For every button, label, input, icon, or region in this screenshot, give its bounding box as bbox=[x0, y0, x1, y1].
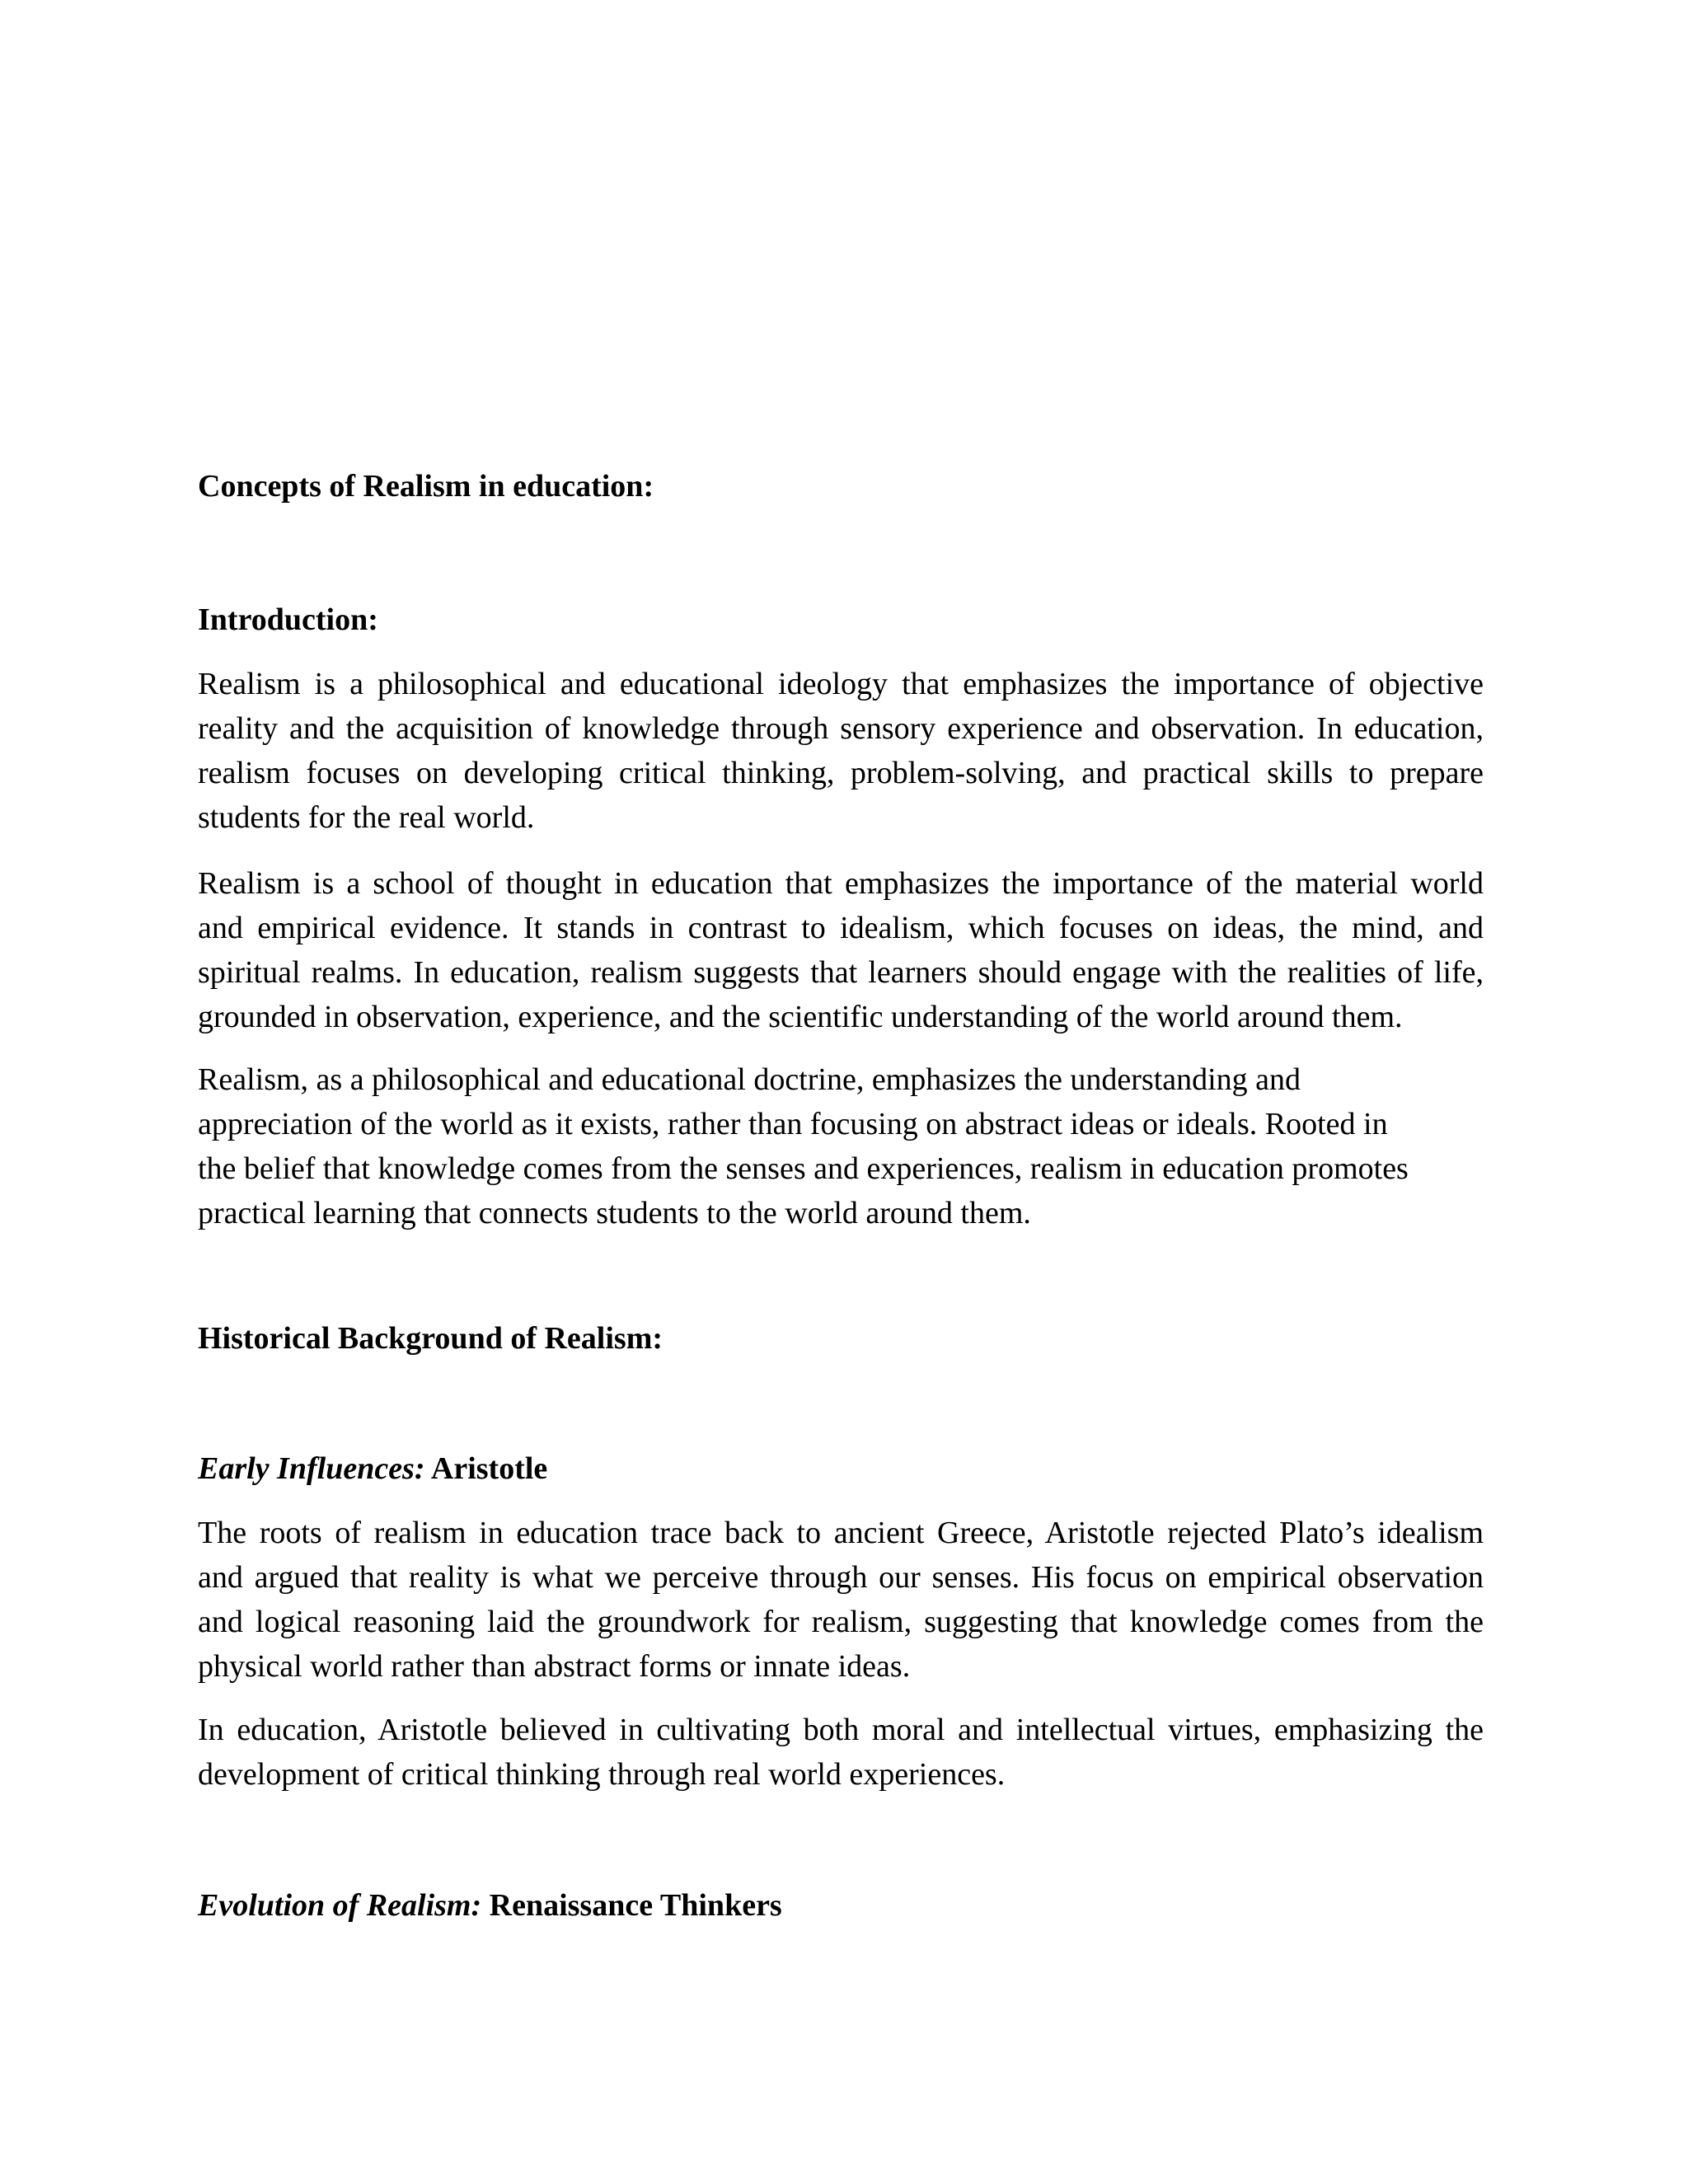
early-paragraph-2 bbox=[198, 1708, 1484, 1797]
document-title: Concepts of Realism in education: bbox=[198, 469, 654, 504]
text-line: Realism, as a philosophical and educational doctrine, emphasizes the understanding and bbox=[198, 1062, 1301, 1097]
text-line: Realism is a school of thought in education that emphasizes the importance of the material world bbox=[198, 866, 1484, 901]
evolution-topic: Renaissance Thinkers bbox=[489, 1888, 782, 1923]
text-line: and logical reasoning laid the groundwork for realism, suggesting that knowledge comes from the bbox=[198, 1605, 1484, 1639]
text-line: grounded in observation, experience, and the scientific understanding of the world around them. bbox=[198, 1000, 1403, 1034]
intro-paragraph-1 bbox=[198, 662, 1484, 840]
introduction-heading: Introduction: bbox=[198, 602, 378, 637]
intro-paragraph-3 bbox=[198, 1057, 1484, 1235]
text-line: development of critical thinking through real world experiences. bbox=[198, 1757, 1006, 1792]
historical-background-heading: Historical Background of Realism: bbox=[198, 1321, 663, 1356]
text-line: appreciation of the world as it exists, rather than focusing on abstract ideas or ideals. Rooted in bbox=[198, 1107, 1388, 1141]
text-line: and empirical evidence. It stands in contrast to idealism, which focuses on ideas, the mind, and bbox=[198, 911, 1484, 945]
evolution-label: Evolution of Realism: bbox=[198, 1888, 482, 1923]
early-influences-subheading bbox=[198, 1446, 1484, 1491]
text-line: reality and the acquisition of knowledge through sensory experience and observation. In education, bbox=[198, 711, 1484, 746]
text-line: the belief that knowledge comes from the senses and experiences, realism in education promotes bbox=[198, 1151, 1409, 1186]
text-line: and argued that reality is what we perceive through our senses. His focus on empirical observation bbox=[198, 1560, 1484, 1595]
text-line: spiritual realms. In education, realism suggests that learners should engage with the realities of life, bbox=[198, 955, 1484, 990]
intro-paragraph-2 bbox=[198, 861, 1484, 1039]
early-influences-topic: Aristotle bbox=[430, 1451, 548, 1486]
text-line: students for the real world. bbox=[198, 800, 535, 835]
text-line: realism focuses on developing critical thinking, problem-solving, and practical skills to prepare bbox=[198, 756, 1484, 790]
text-line: Realism is a philosophical and educational ideology that emphasizes the importance of objective bbox=[198, 667, 1484, 701]
evolution-subheading bbox=[198, 1883, 1484, 1928]
text-line: The roots of realism in education trace back to ancient Greece, Aristotle rejected Plato’s idealism bbox=[198, 1516, 1484, 1550]
early-influences-label: Early Influences: bbox=[198, 1451, 425, 1486]
text-line: physical world rather than abstract forms or innate ideas. bbox=[198, 1649, 911, 1684]
text-line: In education, Aristotle believed in cultivating both moral and intellectual virtues, emphasizing the bbox=[198, 1713, 1484, 1747]
text-line: practical learning that connects students to the world around them. bbox=[198, 1196, 1031, 1230]
early-paragraph-1 bbox=[198, 1511, 1484, 1689]
